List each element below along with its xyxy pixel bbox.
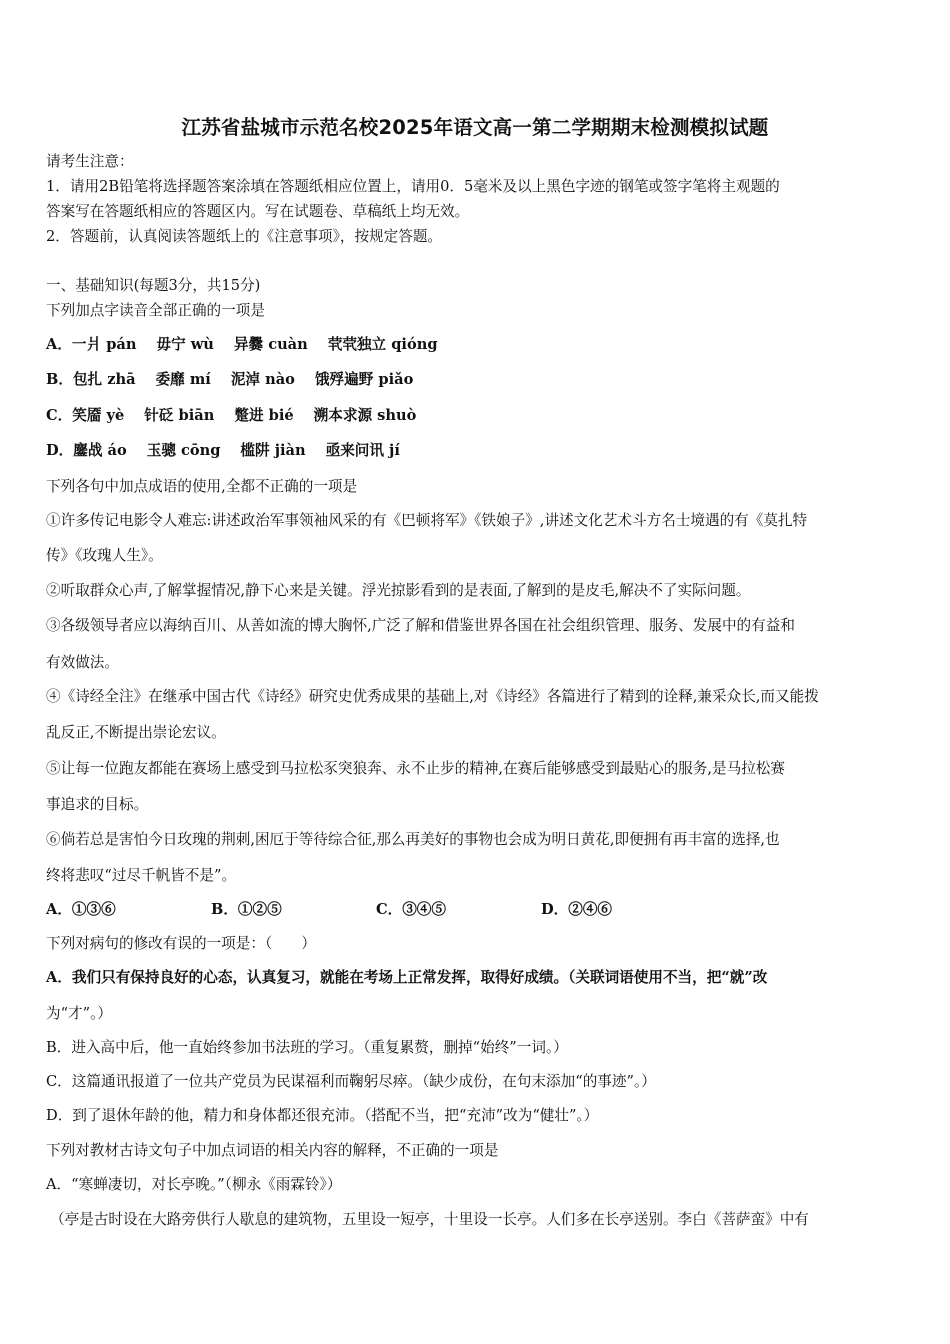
question-2-sentence-6-cont: 终将悲叹“过尽千帆皆不是”。 <box>46 867 237 884</box>
notice-heading: 请考生注意： <box>46 153 134 170</box>
question-2-sentence-3: ③各级领导者应以海纳百川、从善如流的博大胸怀,广泛了解和借鉴世界各国在社会组织管理、服务、发展中的有益和 <box>46 617 795 634</box>
question-4-option-a: A．“寒蝉凄切，对长亭晚。”（柳永《雨霖铃》） <box>46 1176 342 1193</box>
question-3-stem: 下列对病句的修改有误的一项是：（ ） <box>46 935 316 952</box>
question-2-sentence-1: ①许多传记电影令人难忘:讲述政治军事领袖风采的有《巴顿将军》《铁娘子》,讲述文化艺术斗方名士境遇的有《莫扎特 <box>46 512 808 529</box>
page-title: 江苏省盐城市示范名校2025年语文高一第二学期期末检测模拟试题 <box>181 116 769 139</box>
notice-item-1-cont: 答案写在答题纸相应的答题区内。写在试题卷、草稿纸上均无效。 <box>46 203 470 220</box>
question-3-option-c: C．这篇通讯报道了一位共产党员为民谋福利而鞠躬尽瘁。（缺少成份，在句末添加“的事迹”。） <box>46 1073 656 1090</box>
question-1-option-d: D．鏖战 áo 玉骢 cōng 槛阱 jiàn 亟来问讯 jí <box>46 442 400 459</box>
notice-item-2: 2．答题前，认真阅读答题纸上的《注意事项》，按规定答题。 <box>46 228 443 245</box>
question-3-option-d: D．到了退休年龄的他，精力和身体都还很充沛。（搭配不当，把“充沛”改为“健壮”。） <box>46 1107 599 1124</box>
question-2-option-c: C．③④⑤ <box>376 901 446 918</box>
question-2-sentence-2: ②听取群众心声,了解掌握情况,静下心来是关键。浮光掠影看到的是表面,了解到的是皮毛,解决不了实际问题。 <box>46 582 751 599</box>
question-4-stem: 下列对教材古诗文句子中加点词语的相关内容的解释，不正确的一项是 <box>46 1142 499 1159</box>
question-2-option-a: A．①③⑥ <box>46 901 116 918</box>
question-4-note: （亭是古时设在大路旁供行人歇息的建筑物，五里设一短亭，十里设一长亭。人们多在长亭送别。李白《菩萨蛮》中有 <box>50 1211 809 1228</box>
question-2-sentence-3-cont: 有效做法。 <box>46 654 119 671</box>
question-2-sentence-5: ⑤让每一位跑友都能在赛场上感受到马拉松豕突狼奔、永不止步的精神,在赛后能够感受到最贴心的服务,是马拉松赛 <box>46 760 785 777</box>
section-heading: 一、基础知识(每题3分，共15分) <box>46 277 261 294</box>
question-2-option-d: D．②④⑥ <box>541 901 613 918</box>
question-2-sentence-1-cont: 传》《玫瑰人生》。 <box>46 547 163 564</box>
question-2-options <box>46 900 706 920</box>
question-2-sentence-4-cont: 乱反正,不断提出崇论宏议。 <box>46 724 226 741</box>
question-2-sentence-4: ④《诗经全注》在继承中国古代《诗经》研究史优秀成果的基础上,对《诗经》各篇进行了精到的诠释,兼采众长,而又能拨 <box>46 688 819 705</box>
question-2-sentence-6: ⑥倘若总是害怕今日玫瑰的荆刺,困厄于等待综合征,那么再美好的事物也会成为明日黄花,即便拥有再丰富的选择,也 <box>46 831 780 848</box>
question-1-option-c: C．笑靥 yè 针砭 biān 蹩进 bié 溯本求源 shuò <box>46 407 417 424</box>
question-2-option-b: B．①②⑤ <box>211 901 282 918</box>
question-3-option-b: B．进入高中后，他一直始终参加书法班的学习。（重复累赘，删掉“始终”一词。） <box>46 1039 568 1056</box>
question-3-option-a: A．我们只有保持良好的心态，认真复习，就能在考场上正常发挥，取得好成绩。（关联词语使用不当，把“就”改 <box>46 969 768 986</box>
notice-item-1: 1．请用2B铅笔将选择题答案涂填在答题纸相应位置上，请用0．5毫米及以上黑色字迹的钢笔或签字笔将主观题的 <box>46 178 780 195</box>
question-2-sentence-5-cont: 事追求的目标。 <box>46 796 149 813</box>
question-1-option-a: A．一爿 pán 毋宁 wù 异爨 cuàn 茕茕独立 qióng <box>46 336 438 353</box>
question-1-stem: 下列加点字读音全部正确的一项是 <box>46 302 265 319</box>
question-2-stem: 下列各句中加点成语的使用,全都不正确的一项是 <box>46 478 358 495</box>
question-1-option-b: B．包扎 zhā 委靡 mí 泥淖 nào 饿殍遍野 piǎo <box>46 371 414 388</box>
question-3-option-a-cont: 为“才”。） <box>46 1005 112 1022</box>
